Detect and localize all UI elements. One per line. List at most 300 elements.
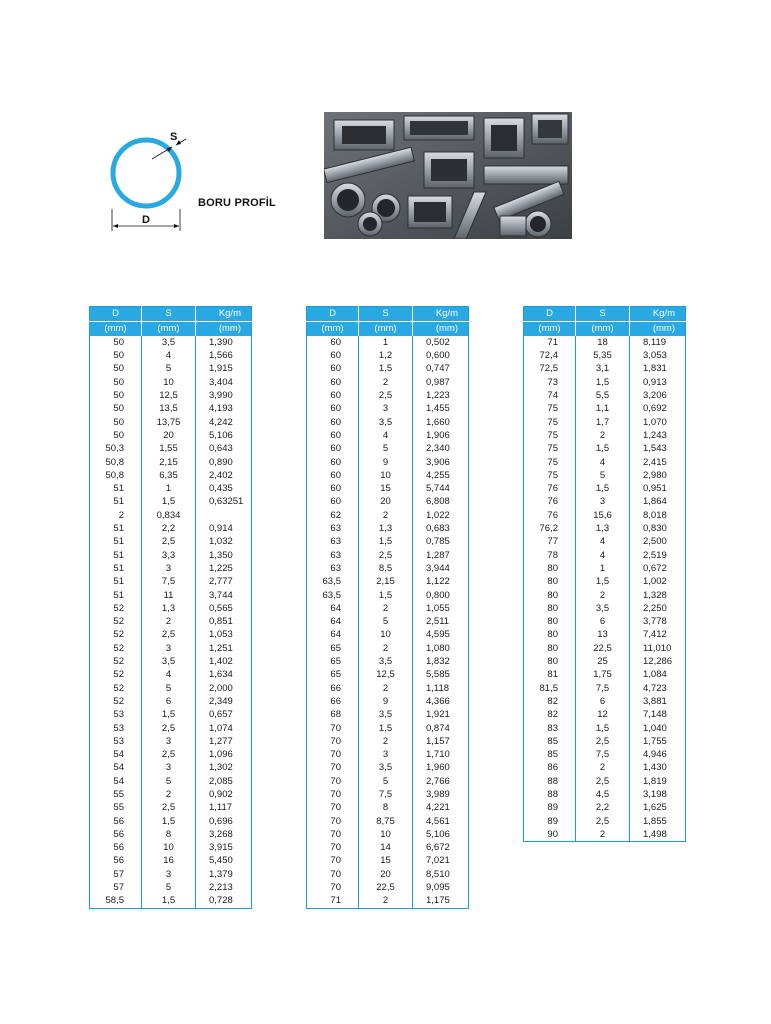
header-weight: Kg/m [413,307,469,322]
cell-thickness: 10 [142,376,196,389]
cell-thickness: 2 [359,894,413,908]
table-row [307,456,469,469]
cell-weight: 4,242 [196,416,252,429]
cell-thickness: 3 [142,735,196,748]
cell-diameter: 58,5 [105,895,124,907]
header-diameter: D [307,307,359,322]
cell-thickness: 5 [359,442,413,455]
cell-diameter: 75 [547,429,558,441]
table-row [90,722,252,735]
cell-diameter: 82 [547,709,558,721]
cell-diameter: 63 [330,523,341,535]
cell-thickness: 6 [576,615,630,628]
cell-thickness: 4,5 [576,788,630,801]
cell-thickness: 8 [142,828,196,841]
table-row [524,668,686,681]
cell-weight: 1,430 [630,762,686,775]
cell-weight: 1,251 [196,642,252,655]
cell-thickness: 3,5 [359,762,413,775]
cell-thickness: 5 [142,775,196,788]
table-row [90,668,252,681]
cell-thickness: 2,15 [142,456,196,469]
cell-diameter: 88 [547,788,558,800]
table-row [90,442,252,455]
cell-weight: 1,157 [413,735,469,748]
cell-thickness: 10 [359,629,413,642]
cell-weight: 4,946 [630,748,686,761]
cell-weight: 5,106 [196,429,252,442]
cell-diameter: 80 [547,562,558,574]
table-row [90,615,252,628]
cell-diameter: 70 [330,749,341,761]
cell-diameter: 60 [330,363,341,375]
table-row [524,801,686,814]
cell-diameter: 80 [547,576,558,588]
cell-thickness: 1,3 [359,522,413,535]
cell-thickness: 3,5 [576,602,630,615]
table-row [307,589,469,602]
cell-diameter: 70 [330,868,341,880]
header-unit: (mm) [359,322,413,337]
cell-diameter: 68 [330,709,341,721]
table-row [90,775,252,788]
cell-diameter: 75 [547,456,558,468]
cell-weight: 1,122 [413,575,469,588]
header-weight: Kg/m [196,307,252,322]
table-row [524,429,686,442]
cell-weight: 1,302 [196,762,252,775]
cell-weight: 2,415 [630,456,686,469]
cell-diameter: 51 [113,523,124,535]
table-row [307,522,469,535]
cell-diameter: 52 [113,695,124,707]
thickness-label: S [170,131,178,143]
cell-diameter: 73 [547,376,558,388]
cell-thickness: 2 [576,762,630,775]
table-row [90,509,252,522]
cell-weight: 2,980 [630,469,686,482]
cell-weight: 8,018 [630,509,686,522]
cell-diameter: 89 [547,815,558,827]
tube-cross-section-diagram [100,125,270,240]
cell-thickness: 5,35 [576,349,630,362]
cell-weight: 2,349 [196,695,252,708]
cell-diameter: 54 [113,749,124,761]
cell-diameter: 72,5 [539,363,558,375]
cell-thickness: 2 [359,642,413,655]
cell-weight: 1,080 [413,642,469,655]
table-row [524,496,686,509]
cell-weight: 1,055 [413,602,469,615]
cell-thickness: 3 [359,748,413,761]
cell-weight: 1,117 [196,801,252,814]
cell-diameter: 53 [113,735,124,747]
cell-thickness: 3 [142,762,196,775]
cell-weight: 1,921 [413,708,469,721]
cell-diameter: 60 [330,416,341,428]
cell-thickness: 4 [142,349,196,362]
cell-thickness: 1,75 [576,668,630,681]
cell-weight: 0,890 [196,456,252,469]
cell-thickness: 2,15 [359,575,413,588]
cell-diameter: 52 [113,629,124,641]
table-row [90,602,252,615]
table-row [524,535,686,548]
table-row [307,815,469,828]
cell-diameter: 60 [330,390,341,402]
cell-thickness: 2,2 [576,801,630,814]
cell-diameter: 50 [113,403,124,415]
cell-diameter: 60 [330,376,341,388]
cell-thickness: 7,5 [142,575,196,588]
table-row [307,416,469,429]
cell-thickness: 22,5 [359,881,413,894]
cell-weight: 4,723 [630,682,686,695]
cell-thickness: 2,5 [142,722,196,735]
cell-thickness: 2,5 [359,549,413,562]
cell-thickness: 15 [359,855,413,868]
cell-thickness: 13 [576,629,630,642]
cell-diameter: 83 [547,722,558,734]
table-row [90,456,252,469]
cell-thickness: 5 [359,775,413,788]
cell-thickness: 3 [142,642,196,655]
cell-thickness: 5 [576,469,630,482]
cell-weight: 7,148 [630,708,686,721]
cell-diameter: 50,3 [105,443,124,455]
cell-weight: 2,213 [196,881,252,894]
cell-diameter: 70 [330,775,341,787]
cell-thickness: 2 [576,429,630,442]
header-unit: (mm) [196,322,252,337]
cell-thickness: 1,5 [576,482,630,495]
cell-diameter: 80 [547,629,558,641]
table-row [307,349,469,362]
cell-weight: 0,902 [196,788,252,801]
cell-diameter: 80 [547,616,558,628]
cell-weight: 0,913 [630,376,686,389]
table-row [307,788,469,801]
header-diameter: D [90,307,142,322]
cell-weight: 0,643 [196,442,252,455]
cell-thickness: 1,3 [576,522,630,535]
cell-diameter: 57 [113,868,124,880]
cell-diameter: 70 [330,722,341,734]
table-row [524,629,686,642]
cell-thickness: 2,5 [142,801,196,814]
cell-diameter: 50,8 [105,456,124,468]
table-row [307,868,469,881]
cell-weight: 4,561 [413,815,469,828]
table-row [307,482,469,495]
table-row [307,562,469,575]
table-row [307,535,469,548]
table-row [307,841,469,854]
pipe-weight-table-1 [89,306,252,909]
table-row [307,722,469,735]
cell-weight: 1,040 [630,722,686,735]
cell-weight: 3,404 [196,376,252,389]
table-row [307,801,469,814]
cell-diameter: 50 [113,336,124,348]
cell-thickness: 2,5 [576,815,630,828]
cell-thickness: 25 [576,655,630,668]
cell-diameter: 75 [547,469,558,481]
cell-diameter: 50 [113,363,124,375]
cell-thickness: 7,5 [576,682,630,695]
table-row [524,416,686,429]
cell-thickness: 9 [359,695,413,708]
cell-thickness: 2 [576,589,630,602]
cell-weight: 1,960 [413,762,469,775]
cell-weight: 5,450 [196,855,252,868]
cell-thickness: 3,5 [142,655,196,668]
table-row [90,748,252,761]
table-row [90,815,252,828]
cell-thickness: 1,2 [359,349,413,362]
table-row [524,655,686,668]
cell-weight: 12,286 [630,655,686,668]
cell-weight: 3,989 [413,788,469,801]
cell-weight: 1,915 [196,363,252,376]
cell-weight: 0,672 [630,562,686,575]
header-unit: (mm) [90,322,142,337]
table-row [524,748,686,761]
cell-diameter: 51 [113,483,124,495]
cell-weight: 1,175 [413,894,469,908]
cell-diameter: 70 [330,842,341,854]
cell-weight: 2,777 [196,575,252,588]
cell-weight: 1,225 [196,562,252,575]
cell-diameter: 56 [113,855,124,867]
table-row [307,735,469,748]
cell-weight: 3,881 [630,695,686,708]
cell-thickness: 3,5 [359,655,413,668]
cell-diameter: 50 [113,390,124,402]
cell-thickness: 2,5 [142,535,196,548]
cell-diameter: 50 [113,376,124,388]
table-row [307,642,469,655]
cell-weight: 1,402 [196,655,252,668]
cell-thickness: 1 [576,562,630,575]
cell-diameter: 85 [547,735,558,747]
table-row [524,482,686,495]
cell-diameter: 66 [330,682,341,694]
cell-weight: 8,510 [413,868,469,881]
cell-diameter: 55 [113,802,124,814]
table-row [90,841,252,854]
table-row [524,775,686,788]
tube-circle-icon [100,125,270,240]
cell-weight: 3,778 [630,615,686,628]
cell-diameter: 70 [330,882,341,894]
cell-weight: 0,747 [413,363,469,376]
table-row [307,402,469,415]
cell-weight: 0,696 [196,815,252,828]
cell-diameter: 2 [118,509,124,521]
cell-thickness: 15 [359,482,413,495]
table-row [524,442,686,455]
cell-diameter: 50 [113,416,124,428]
cell-weight: 1,032 [196,535,252,548]
cell-thickness: 10 [359,828,413,841]
table-row [90,535,252,548]
cell-diameter: 51 [113,576,124,588]
cell-weight: 1,625 [630,801,686,814]
cell-weight: 1,074 [196,722,252,735]
header-thickness: S [359,307,413,322]
cell-diameter: 65 [330,642,341,654]
cell-thickness: 1,5 [142,496,196,509]
table-row [524,336,686,349]
cell-thickness: 7,5 [576,748,630,761]
table-row [90,788,252,801]
table-row [90,855,252,868]
cell-thickness: 2,5 [576,735,630,748]
cell-diameter: 64 [330,629,341,641]
cell-diameter: 53 [113,722,124,734]
table-row [524,376,686,389]
cell-thickness: 5 [359,615,413,628]
cell-thickness: 2,5 [142,748,196,761]
table-row [524,575,686,588]
cell-diameter: 70 [330,762,341,774]
cell-diameter: 66 [330,695,341,707]
table-row [307,549,469,562]
table-row [524,762,686,775]
cell-thickness: 3,1 [576,363,630,376]
cell-diameter: 65 [330,669,341,681]
cell-weight: 1,755 [630,735,686,748]
cell-weight: 1,710 [413,748,469,761]
cell-weight: 1,455 [413,402,469,415]
cell-weight: 1,832 [413,655,469,668]
cell-diameter: 75 [547,416,558,428]
cell-diameter: 70 [330,788,341,800]
cell-thickness: 20 [359,496,413,509]
cell-weight: 5,585 [413,668,469,681]
cell-thickness: 6,35 [142,469,196,482]
cell-weight: 1,831 [630,363,686,376]
cell-diameter: 70 [330,735,341,747]
pipe-weight-table-2 [306,306,469,909]
cell-thickness: 1,5 [576,442,630,455]
table-row [307,881,469,894]
cell-weight: 1,053 [196,629,252,642]
table-row [90,402,252,415]
cell-weight: 8,119 [630,336,686,349]
table-row [90,549,252,562]
table-row [307,429,469,442]
table-row [524,695,686,708]
cell-diameter: 56 [113,842,124,854]
cell-diameter: 80 [547,642,558,654]
table-row [307,509,469,522]
cell-diameter: 60 [330,456,341,468]
cell-diameter: 53 [113,709,124,721]
cell-weight: 0,800 [413,589,469,602]
header-unit: (mm) [576,322,630,337]
cell-diameter: 71 [330,895,341,907]
table-row [90,496,252,509]
cell-weight: 0,565 [196,602,252,615]
table-row [524,363,686,376]
cell-thickness: 5 [142,682,196,695]
cell-diameter: 52 [113,616,124,628]
cell-weight: 1,498 [630,828,686,842]
cell-weight: 2,519 [630,549,686,562]
cell-diameter: 57 [113,882,124,894]
cell-weight: 1,277 [196,735,252,748]
cell-weight: 3,744 [196,589,252,602]
cell-thickness: 5,5 [576,389,630,402]
cell-weight: 1,022 [413,509,469,522]
table-row [524,642,686,655]
cell-weight: 2,402 [196,469,252,482]
cell-diameter: 50 [113,350,124,362]
cell-thickness: 2,5 [142,629,196,642]
table-row [524,589,686,602]
cell-diameter: 60 [330,403,341,415]
table-row [307,655,469,668]
cell-thickness: 1,5 [576,376,630,389]
table-row [90,881,252,894]
cell-weight: 2,340 [413,442,469,455]
table-row [524,615,686,628]
cell-diameter: 60 [330,483,341,495]
cell-thickness: 13,75 [142,416,196,429]
cell-thickness: 9 [359,456,413,469]
cell-weight: 1,864 [630,496,686,509]
table-row [90,695,252,708]
table-row [307,336,469,349]
cell-diameter: 70 [330,855,341,867]
cell-thickness: 4 [576,535,630,548]
table-row [90,389,252,402]
cell-weight: 11,010 [630,642,686,655]
cell-diameter: 82 [547,695,558,707]
cell-thickness: 3,5 [142,336,196,349]
table-row [307,615,469,628]
cell-diameter: 77 [547,536,558,548]
cell-weight: 3,268 [196,828,252,841]
cell-weight: 3,906 [413,456,469,469]
header-thickness: S [142,307,196,322]
cell-diameter: 76,2 [539,523,558,535]
table-row [90,655,252,668]
cell-diameter: 60 [330,443,341,455]
cell-thickness: 13,5 [142,402,196,415]
cell-weight: 1,002 [630,575,686,588]
header-thickness: S [576,307,630,322]
table-row [307,389,469,402]
cell-thickness: 1,7 [576,416,630,429]
cell-weight: 5,106 [413,828,469,841]
cell-thickness: 0,834 [142,509,196,522]
cell-thickness: 2 [576,828,630,842]
cell-weight: 0,683 [413,522,469,535]
cell-diameter: 63 [330,549,341,561]
cell-diameter: 85 [547,749,558,761]
cell-thickness: 15,6 [576,509,630,522]
table-row [524,602,686,615]
cell-weight [196,509,252,522]
cell-diameter: 89 [547,802,558,814]
cell-weight: 0,874 [413,722,469,735]
table-row [524,509,686,522]
cell-diameter: 88 [547,775,558,787]
cell-diameter: 51 [113,589,124,601]
